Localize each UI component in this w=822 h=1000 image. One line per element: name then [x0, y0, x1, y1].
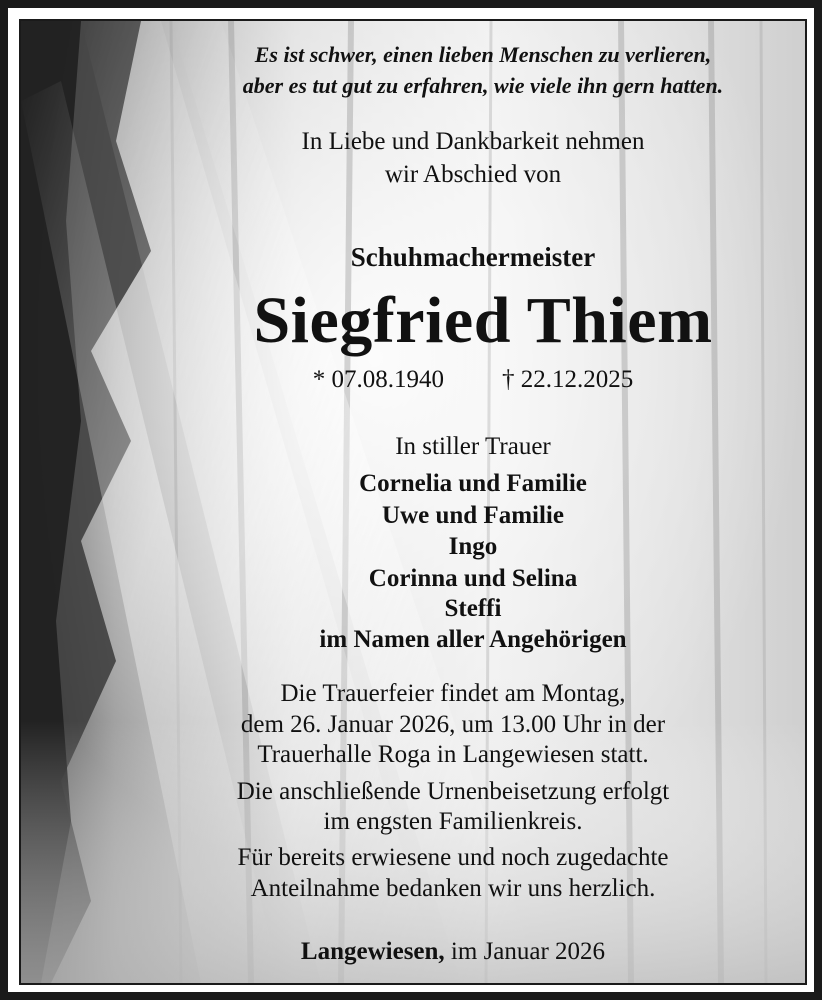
life-dates [91, 366, 807, 394]
notice-line: Die Trauerfeier findet am Montag, [280, 680, 626, 707]
notice-line: im engsten Familienkreis. [323, 808, 583, 835]
closing-date: im Januar 2026 [450, 938, 606, 965]
notice-line: Die anschließende Urnenbeisetzung erfolgt [236, 778, 670, 805]
mourner-name: Ingo [448, 533, 498, 560]
notice-line: Trauerhalle Roga in Langewiesen statt. [257, 741, 649, 768]
mourner-name: im Namen aller Angehörigen [319, 626, 627, 653]
closing-line [61, 938, 807, 966]
motto-line-1: Es ist schwer, einen lieben Menschen zu verlieren, [254, 42, 712, 67]
motto-line-2: aber es tut gut zu erfahren, wie viele ihn gern hatten. [242, 73, 724, 98]
notice-line: dem 26. Januar 2026, um 13.00 Uhr in der [240, 711, 666, 738]
mourner-name: Cornelia und Familie [359, 470, 587, 497]
notice-line: Anteilnahme bedanken wir uns herzlich. [250, 875, 656, 902]
notice-line: Für bereits erwiesene und noch zugedachte [237, 844, 669, 871]
mourner-name: Corinna und Selina [368, 565, 578, 592]
closing-place: Langewiesen, [300, 938, 445, 965]
obituary-text [21, 21, 805, 983]
mourner-name: Steffi [444, 595, 502, 622]
death-date: † 22.12.2025 [502, 366, 634, 393]
birth-date: * 07.08.1940 [312, 366, 444, 393]
obituary-panel [19, 19, 807, 985]
mourner-name: Uwe und Familie [382, 502, 564, 529]
mourners-heading: In stiller Trauer [395, 433, 551, 460]
intro-line-2: wir Abschied von [384, 161, 562, 188]
deceased-profession: Schuhmachermeister [350, 242, 596, 272]
intro-line-1: In Liebe und Dankbarkeit nehmen [301, 128, 645, 155]
deceased-name: Siegfried Thiem [253, 284, 713, 357]
